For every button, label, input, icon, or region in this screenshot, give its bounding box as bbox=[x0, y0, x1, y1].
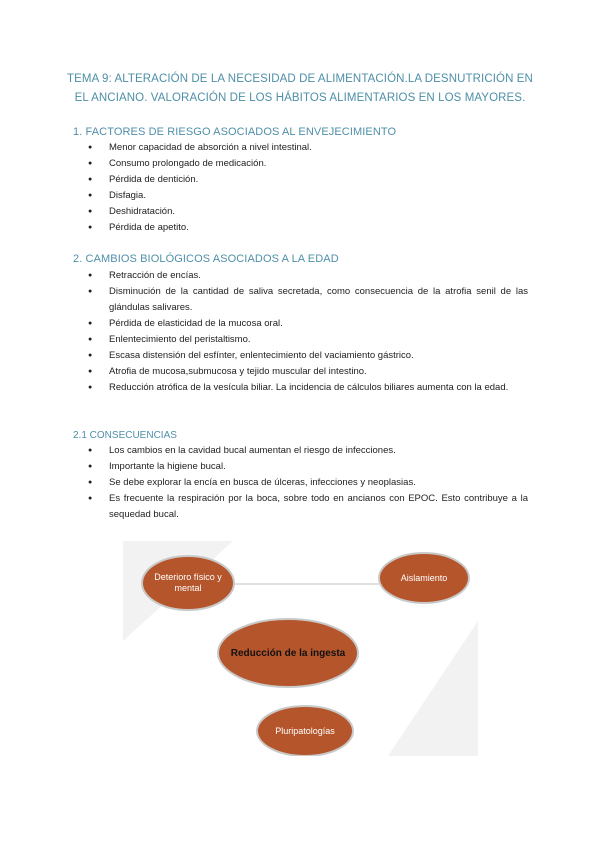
list-item: ● Es frecuente la respiración por la boca, sobre todo en ancianos con EPOC. Esto contribuye a la sequedad bucal. bbox=[88, 491, 528, 523]
list-item: ● Escasa distensión del esfínter, enlentecimiento del vaciamiento gástrico. bbox=[88, 348, 528, 364]
list-item: ● Menor capacidad de absorción a nivel intestinal. bbox=[88, 140, 528, 156]
list-item: ● Atrofia de mucosa,submucosa y tejido muscular del intestino. bbox=[88, 364, 528, 380]
section-heading-biological-changes: 2. CAMBIOS BIOLÓGICOS ASOCIADOS A LA EDAD bbox=[73, 253, 339, 265]
list-item: ● Reducción atrófica de la vesícula biliar. La incidencia de cálculos biliares aumenta con la edad. bbox=[88, 380, 528, 396]
list-item: ● Pérdida de apetito. bbox=[88, 220, 528, 236]
section-heading-consequences: 2.1 CONSECUENCIAS bbox=[73, 430, 177, 441]
risk-factors-list bbox=[88, 140, 528, 236]
list-item: ● Se debe explorar la encía en busca de úlceras, infecciones y neoplasias. bbox=[88, 475, 528, 491]
decorative-corner-bottom-right bbox=[388, 621, 478, 756]
list-item: ● Importante la higiene bucal. bbox=[88, 459, 528, 475]
list-item: ● Disminución de la cantidad de saliva secretada, como consecuencia de la atrofia senil de las glándulas salivares. bbox=[88, 284, 528, 316]
list-item: ● Pérdida de dentición. bbox=[88, 172, 528, 188]
node-reduccion-label: Reducción de la ingesta bbox=[230, 647, 346, 659]
list-item: ● Disfagia. bbox=[88, 188, 528, 204]
list-item: ● Deshidratación. bbox=[88, 204, 528, 220]
section-heading-risk-factors: 1. FACTORES DE RIESGO ASOCIADOS AL ENVEJECIMIENTO bbox=[73, 126, 397, 138]
list-item: ● Enlentecimiento del peristaltismo. bbox=[88, 332, 528, 348]
list-item: ● Consumo prolongado de medicación. bbox=[88, 156, 528, 172]
biological-changes-list bbox=[88, 268, 528, 396]
page-title: TEMA 9: ALTERACIÓN DE LA NECESIDAD DE ALIMENTACIÓN.LA DESNUTRICIÓN EN EL ANCIANO. VALORACIÓN DE LOS HÁBITOS ALIMENTARIOS EN LOS MAYORES. bbox=[67, 73, 533, 104]
list-item: ● Los cambios en la cavidad bucal aumentan el riesgo de infecciones. bbox=[88, 443, 528, 459]
list-item: ● Pérdida de elasticidad de la mucosa oral. bbox=[88, 316, 528, 332]
node-aislamiento-label: Aislamiento bbox=[400, 572, 448, 583]
list-item: ● Retracción de encías. bbox=[88, 268, 528, 284]
node-pluripatologias-label: Pluripatologías bbox=[275, 725, 335, 736]
node-deterioro-label: Deterioro físico y mental bbox=[154, 572, 222, 593]
ingesta-diagram bbox=[123, 541, 478, 756]
consequences-list bbox=[88, 443, 528, 523]
